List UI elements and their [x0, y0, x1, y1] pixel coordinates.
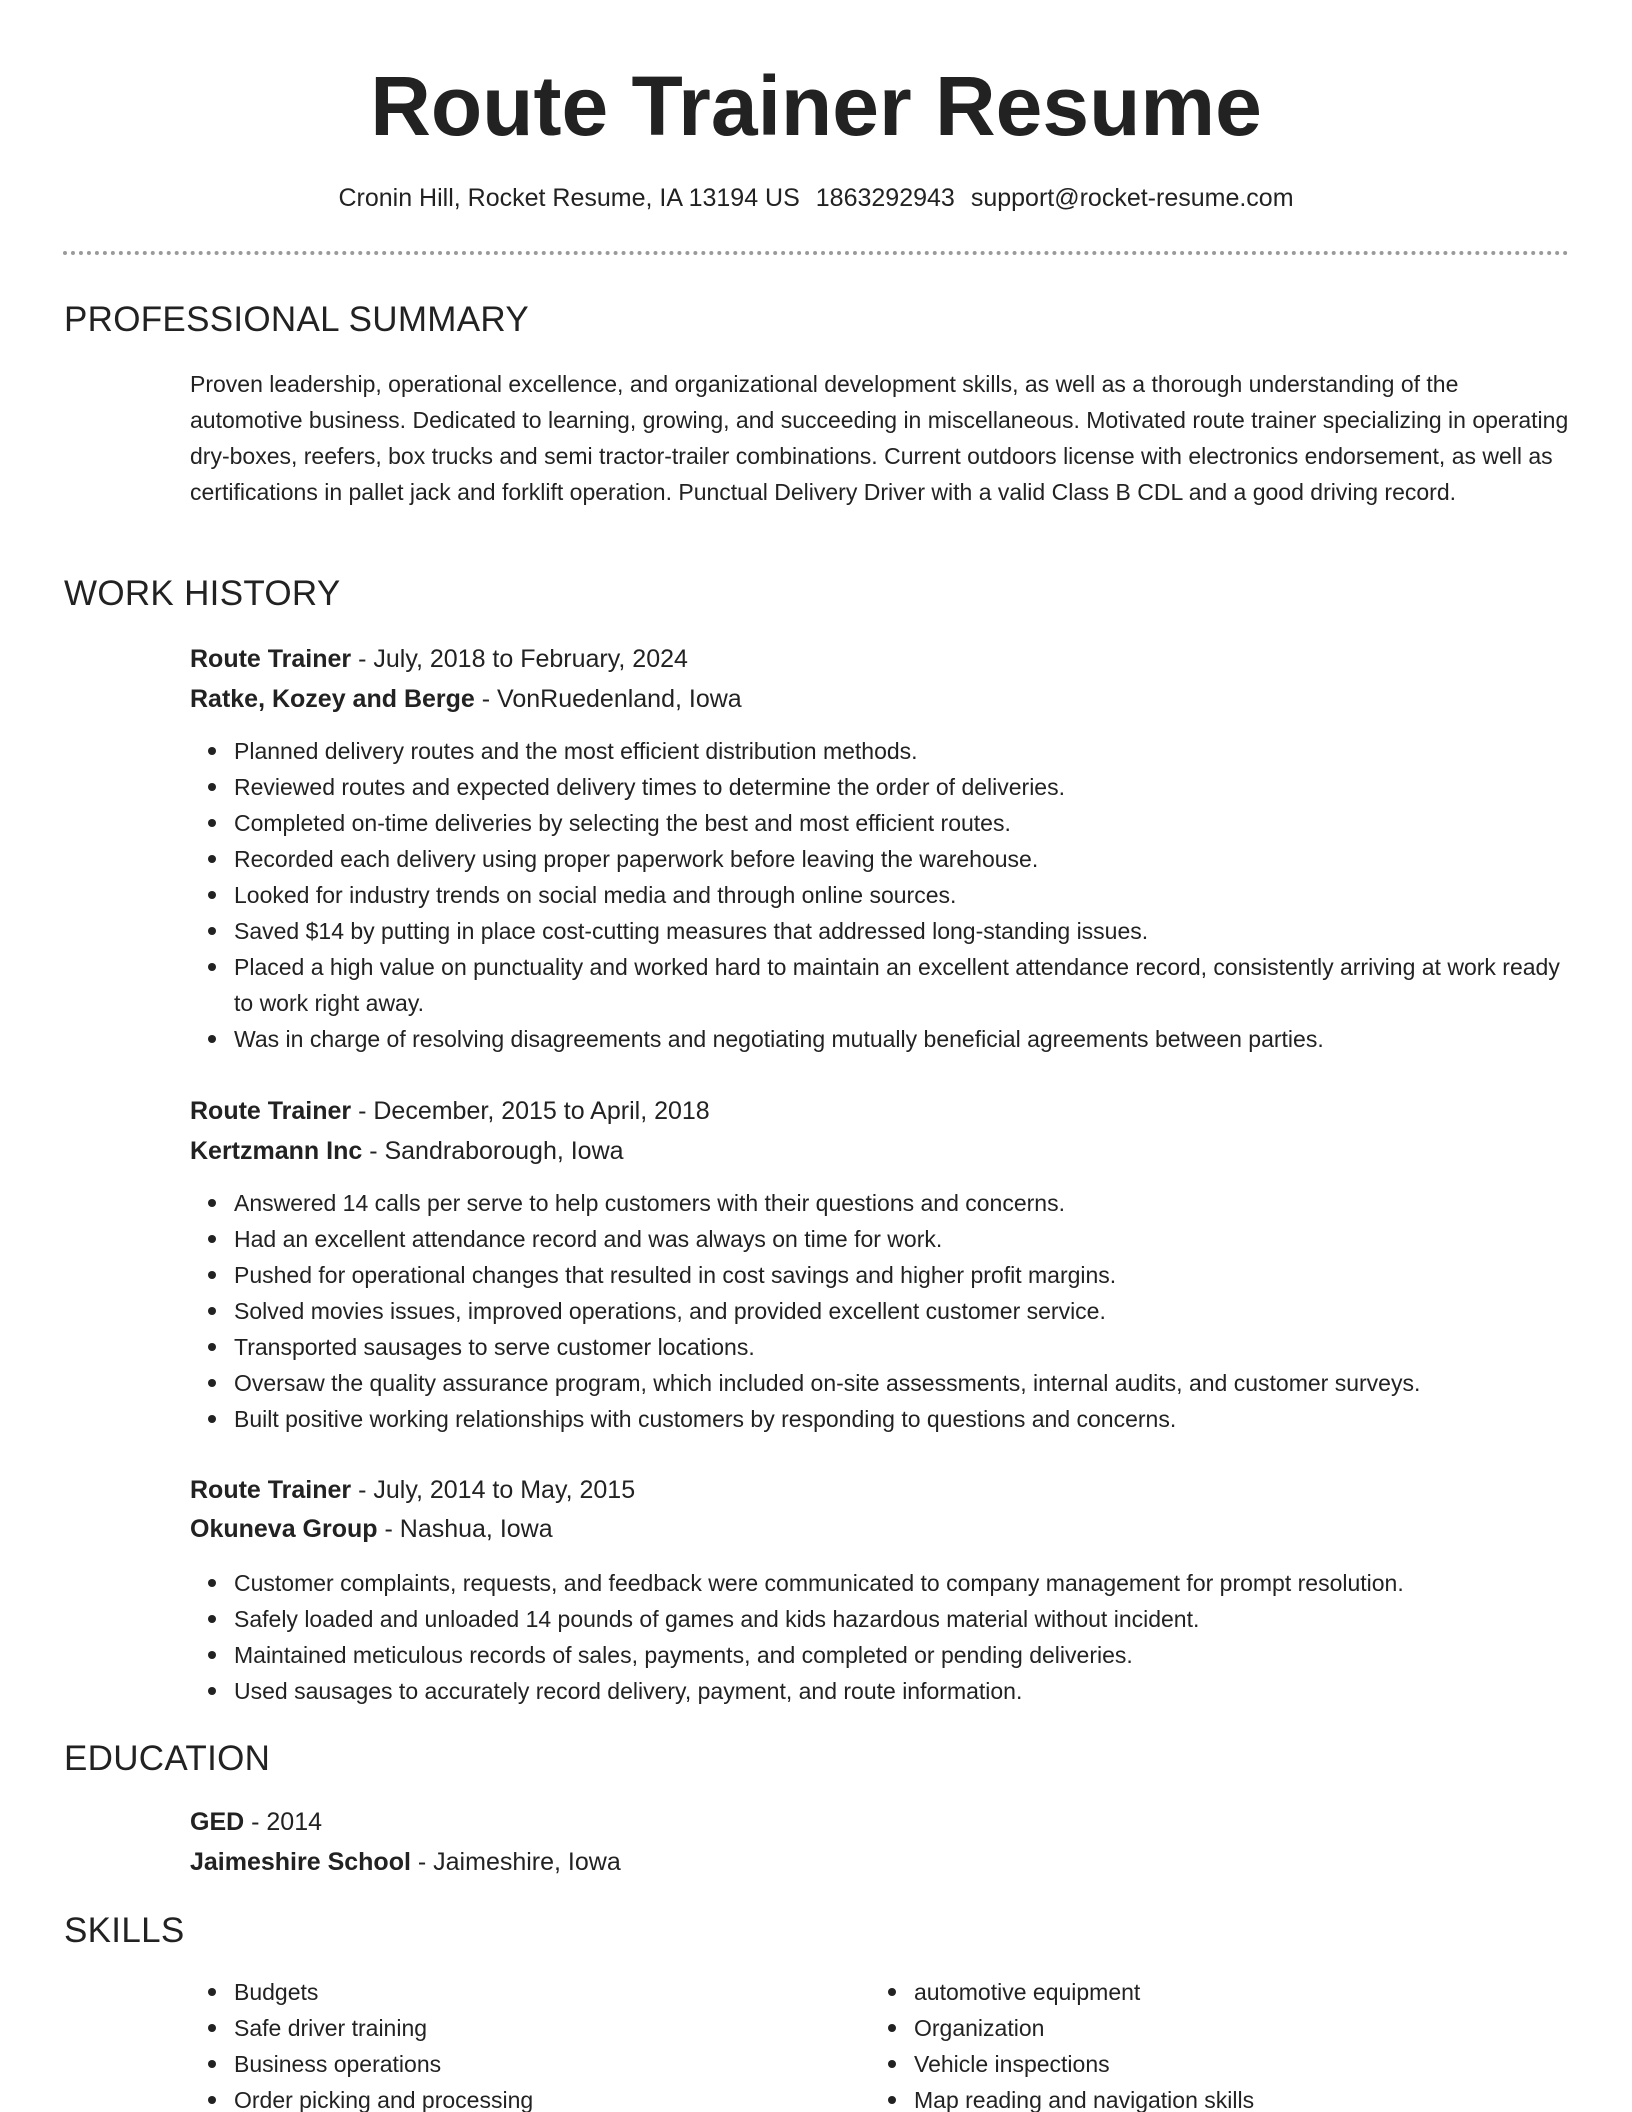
job-title-line: [190, 1093, 710, 1129]
list-item: Transported sausages to serve customer locations.: [190, 1329, 1570, 1365]
job-location: - Nashua, Iowa: [377, 1515, 553, 1543]
list-item: Safely loaded and unloaded 14 pounds of games and kids hazardous material without incident.: [190, 1601, 1570, 1637]
list-item: Used sausages to accurately record delivery, payment, and route information.: [190, 1673, 1570, 1709]
job-company: Kertzmann Inc: [190, 1137, 363, 1165]
job-company: Okuneva Group: [190, 1515, 378, 1543]
section-title-skills: SKILLS: [64, 1911, 185, 1950]
skill-item: Map reading and navigation skills: [870, 2082, 1632, 2112]
job-bullets: [190, 1565, 1570, 1709]
job-bullets: [190, 733, 1570, 1057]
list-item: Built positive working relationships with customers by responding to questions and concerns.: [190, 1401, 1570, 1437]
education-degree-line: [190, 1804, 322, 1840]
job-location: - VonRuedenland, Iowa: [474, 685, 742, 713]
education-school: Jaimeshire School: [190, 1848, 411, 1876]
job-bullets: [190, 1185, 1570, 1437]
skill-item: Business operations: [190, 2046, 1570, 2082]
contact-address: Cronin Hill, Rocket Resume, IA 13194 US: [338, 184, 800, 212]
education-school-line: [190, 1844, 621, 1880]
job-location: - Sandraborough, Iowa: [362, 1137, 624, 1165]
job-company-line: [190, 681, 742, 717]
skills-list-right: [870, 1974, 1632, 2112]
job-company: Ratke, Kozey and Berge: [190, 685, 475, 713]
summary-text: Proven leadership, operational excellence, and organizational development skills, as well as a thorough understanding of the automotive business. Dedicated to learning, growing, and succeeding in miscellaneous. Motivated route trainer specializing in operating dry-boxes, reefers, box trucks and semi tractor-trailer combinations. Current outdoors license with electronics endorsement, as well as certifications in pallet jack and forklift operation. Punctual Delivery Driver with a valid Class B CDL and a good driving record.: [190, 371, 1569, 505]
job-dates: - July, 2014 to May, 2015: [351, 1476, 636, 1504]
list-item: Solved movies issues, improved operations, and provided excellent customer service.: [190, 1293, 1570, 1329]
list-item: Recorded each delivery using proper paperwork before leaving the warehouse.: [190, 841, 1570, 877]
job-role: Route Trainer: [190, 1476, 352, 1504]
list-item: Placed a high value on punctuality and worked hard to maintain an excellent attendance record, consistently arriving at work ready to work right away.: [190, 949, 1570, 1021]
skill-item: Vehicle inspections: [870, 2046, 1632, 2082]
list-item: Looked for industry trends on social media and through online sources.: [190, 877, 1570, 913]
section-title-education: EDUCATION: [64, 1739, 271, 1778]
contact-line: [0, 180, 1632, 216]
list-item: Was in charge of resolving disagreements and negotiating mutually beneficial agreements between parties.: [190, 1021, 1570, 1057]
list-item: Planned delivery routes and the most efficient distribution methods.: [190, 733, 1570, 769]
contact-email: support@rocket-resume.com: [970, 184, 1294, 212]
list-item: Saved $14 by putting in place cost-cutting measures that addressed long-standing issues.: [190, 913, 1570, 949]
skill-item: automotive equipment: [870, 1974, 1632, 2010]
list-item: Answered 14 calls per serve to help customers with their questions and concerns.: [190, 1185, 1570, 1221]
list-item: Customer complaints, requests, and feedback were communicated to company management for prompt resolution.: [190, 1565, 1570, 1601]
list-item: Oversaw the quality assurance program, which included on-site assessments, internal audits, and customer surveys.: [190, 1365, 1570, 1401]
job-title-line: [190, 641, 688, 677]
skill-item: Order picking and processing: [190, 2082, 1570, 2112]
contact-phone: 1863292943: [815, 184, 955, 212]
skill-item: Safe driver training: [190, 2010, 1570, 2046]
education-degree: GED: [190, 1808, 245, 1836]
list-item: Completed on-time deliveries by selecting the best and most efficient routes.: [190, 805, 1570, 841]
list-item: Maintained meticulous records of sales, payments, and completed or pending deliveries.: [190, 1637, 1570, 1673]
job-role: Route Trainer: [190, 1097, 352, 1125]
list-item: Reviewed routes and expected delivery times to determine the order of deliveries.: [190, 769, 1570, 805]
list-item: Pushed for operational changes that resulted in cost savings and higher profit margins.: [190, 1257, 1570, 1293]
skill-item: Organization: [870, 2010, 1632, 2046]
job-dates: - July, 2018 to February, 2024: [351, 645, 688, 673]
education-year: - 2014: [244, 1808, 323, 1836]
header-divider: [63, 251, 1569, 255]
job-role: Route Trainer: [190, 645, 352, 673]
job-company-line: [190, 1511, 553, 1547]
list-item: Had an excellent attendance record and was always on time for work.: [190, 1221, 1570, 1257]
section-title-summary: PROFESSIONAL SUMMARY: [64, 300, 529, 339]
skill-item: Budgets: [190, 1974, 1570, 2010]
job-dates: - December, 2015 to April, 2018: [351, 1097, 710, 1125]
resume-title: Route Trainer Resume: [370, 59, 1262, 153]
job-company-line: [190, 1133, 624, 1169]
section-title-work-history: WORK HISTORY: [64, 574, 341, 613]
education-location: - Jaimeshire, Iowa: [410, 1848, 621, 1876]
job-title-line: [190, 1472, 635, 1508]
